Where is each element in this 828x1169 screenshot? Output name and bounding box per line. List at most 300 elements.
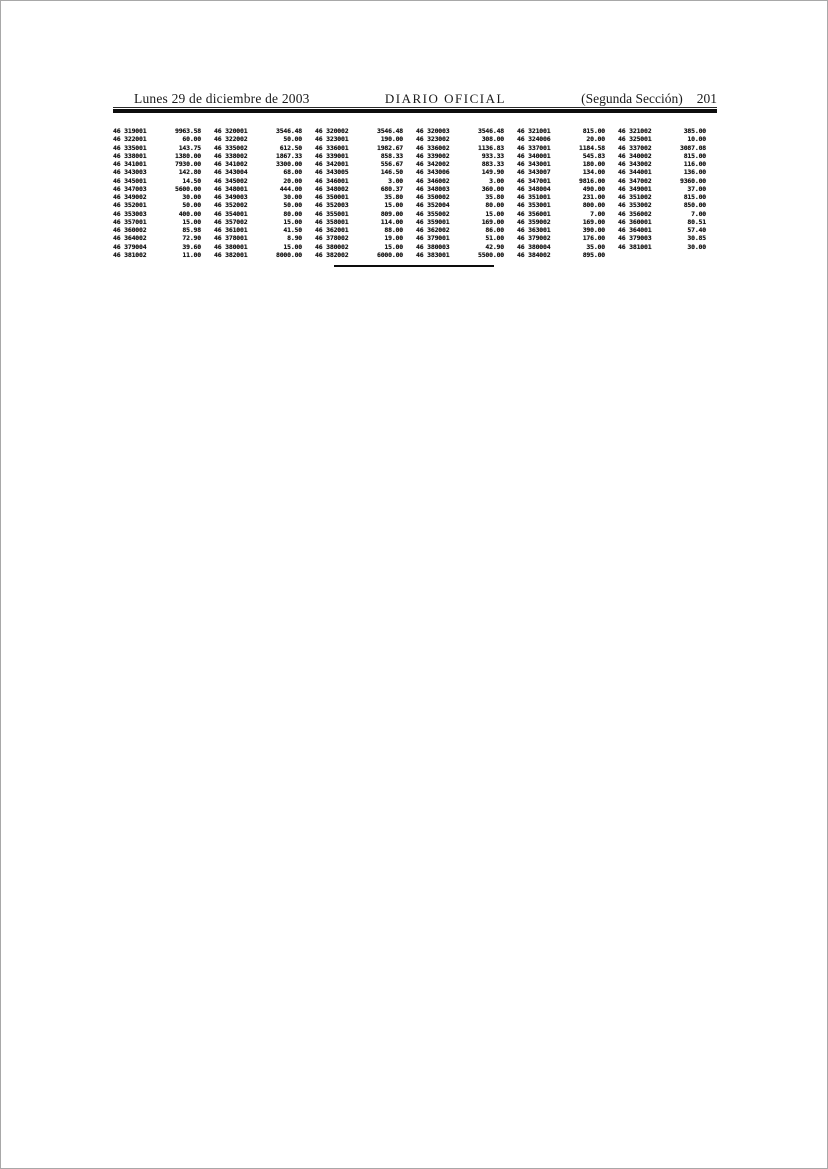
entry-code: 46 320002: [315, 127, 349, 136]
table-cell: [618, 193, 706, 201]
table-cell: [416, 234, 504, 242]
header-rule-thin: [113, 107, 717, 108]
entry-amount: 20.00: [586, 135, 605, 144]
table-cell: [315, 243, 403, 251]
entry-code: 46 362002: [416, 226, 450, 235]
table-cell: [214, 234, 302, 242]
table-cell: [214, 226, 302, 234]
entry-amount: 88.00: [384, 226, 403, 235]
table-row: [113, 243, 706, 251]
entry-code: 46 320001: [214, 127, 248, 136]
entry-amount: 8.90: [287, 234, 302, 243]
entry-amount: 815.00: [683, 193, 706, 202]
entry-amount: 3546.48: [377, 127, 403, 136]
table-cell: [113, 135, 201, 143]
table-cell: [416, 135, 504, 143]
table-cell: [214, 185, 302, 193]
entry-code: 46 320003: [416, 127, 450, 136]
table-cell: [618, 160, 706, 168]
entry-code: 46 349002: [113, 193, 147, 202]
entry-amount: 800.00: [582, 201, 605, 210]
header-title: DIARIO OFICIAL: [384, 91, 506, 106]
table-cell: [517, 234, 605, 242]
header-page-number: 201: [696, 91, 717, 106]
entry-amount: 149.90: [481, 168, 504, 177]
entry-amount: 50.00: [283, 201, 302, 210]
entry-amount: 136.00: [683, 168, 706, 177]
entry-code: 46 359002: [517, 217, 551, 226]
entry-code: 46 382001: [214, 250, 248, 259]
entry-amount: 143.75: [178, 143, 201, 152]
table-cell: [517, 168, 605, 176]
entry-code: 46 380003: [416, 242, 450, 251]
entry-amount: 116.00: [683, 160, 706, 169]
entry-amount: 15.00: [283, 242, 302, 251]
table-row: [113, 135, 706, 143]
entry-code: 46 364002: [113, 234, 147, 243]
entry-code: 46 321002: [618, 127, 652, 136]
table-row: [113, 201, 706, 209]
entry-code: 46 353003: [113, 209, 147, 218]
table-cell: [315, 210, 403, 218]
entry-amount: 815.00: [683, 151, 706, 160]
table-row: [113, 127, 706, 135]
table-cell: [416, 185, 504, 193]
entry-code: 46 343002: [618, 160, 652, 169]
entry-amount: 815.00: [582, 127, 605, 136]
table-cell: [315, 226, 403, 234]
entry-amount: 30.85: [687, 234, 706, 243]
entry-code: 46 323001: [315, 135, 349, 144]
table-cell: [113, 251, 201, 259]
table-cell: [315, 185, 403, 193]
entry-code: 46 380004: [517, 242, 551, 251]
entry-amount: 545.83: [582, 151, 605, 160]
table-cell: [214, 152, 302, 160]
entry-code: 46 321001: [517, 127, 551, 136]
entry-amount: 60.00: [182, 135, 201, 144]
entry-code: 46 378002: [315, 234, 349, 243]
entry-amount: 142.80: [178, 168, 201, 177]
entry-amount: 9963.58: [175, 127, 201, 136]
entry-code: 46 343005: [315, 168, 349, 177]
page-header: [113, 91, 717, 107]
entry-code: 46 351002: [618, 193, 652, 202]
entry-code: 46 348003: [416, 184, 450, 193]
table-cell: [113, 193, 201, 201]
entry-code: 46 350002: [416, 193, 450, 202]
entry-code: 46 349001: [618, 184, 652, 193]
table-cell: [416, 243, 504, 251]
entry-code: 46 380002: [315, 242, 349, 251]
entry-amount: 556.67: [380, 160, 403, 169]
entry-amount: 80.00: [283, 209, 302, 218]
entry-code: 46 325001: [618, 135, 652, 144]
entry-code: 46 343003: [113, 168, 147, 177]
entry-code: 46 360002: [113, 226, 147, 235]
entry-code: 46 362001: [315, 226, 349, 235]
table-cell: [618, 243, 706, 251]
entry-amount: 176.00: [582, 234, 605, 243]
entry-code: 46 356001: [517, 209, 551, 218]
table-cell: [618, 177, 706, 185]
table-cell: [416, 127, 504, 135]
table-cell: [618, 144, 706, 152]
entry-code: 46 335001: [113, 143, 147, 152]
table-cell: [416, 193, 504, 201]
table-cell: [517, 177, 605, 185]
header-rule-thick: [113, 109, 717, 113]
entry-amount: 1184.58: [579, 143, 605, 152]
entry-amount: 9816.00: [579, 176, 605, 185]
table-cell: [214, 210, 302, 218]
table-cell: [315, 135, 403, 143]
table-cell: [113, 218, 201, 226]
table-cell: [315, 193, 403, 201]
table-cell: [618, 135, 706, 143]
table-cell: [315, 127, 403, 135]
entry-code: 46 338001: [113, 151, 147, 160]
entry-amount: 444.00: [279, 184, 302, 193]
entry-code: 46 357002: [214, 217, 248, 226]
table-cell: [214, 218, 302, 226]
table-cell: [416, 168, 504, 176]
entry-code: 46 344001: [618, 168, 652, 177]
entry-code: 46 384002: [517, 250, 551, 259]
table-row: [113, 210, 706, 218]
table-cell: [214, 135, 302, 143]
entry-amount: 57.40: [687, 226, 706, 235]
entry-amount: 9360.00: [680, 176, 706, 185]
table-row: [113, 193, 706, 201]
entry-code: 46 336001: [315, 143, 349, 152]
entry-code: 46 355001: [315, 209, 349, 218]
table-cell: [214, 127, 302, 135]
entry-amount: 858.33: [380, 151, 403, 160]
entry-code: 46 323002: [416, 135, 450, 144]
entry-code: 46 381001: [618, 242, 652, 251]
table-cell: [517, 185, 605, 193]
table-cell: [113, 152, 201, 160]
entry-code: 46 339001: [315, 151, 349, 160]
entry-amount: 3546.48: [478, 127, 504, 136]
table-cell: [113, 201, 201, 209]
entry-amount: 72.90: [182, 234, 201, 243]
table-cell: [517, 135, 605, 143]
table-end-rule: [334, 265, 494, 267]
entry-amount: 385.00: [683, 127, 706, 136]
entry-amount: 15.00: [384, 242, 403, 251]
entry-code: 46 352004: [416, 201, 450, 210]
table-cell: [214, 144, 302, 152]
entry-code: 46 382002: [315, 250, 349, 259]
entry-code: 46 343007: [517, 168, 551, 177]
entry-code: 46 350001: [315, 193, 349, 202]
entry-amount: 80.51: [687, 217, 706, 226]
header-right: [581, 91, 717, 107]
codes-amounts-table: [113, 127, 706, 259]
entry-code: 46 348001: [214, 184, 248, 193]
entry-amount: 30.00: [687, 242, 706, 251]
entry-code: 46 346001: [315, 176, 349, 185]
table-cell: [416, 210, 504, 218]
table-cell: [618, 168, 706, 176]
table-cell: [315, 144, 403, 152]
entry-amount: 15.00: [384, 201, 403, 210]
table-row: [113, 234, 706, 242]
entry-amount: 169.00: [481, 217, 504, 226]
entry-code: 46 322001: [113, 135, 147, 144]
table-cell: [416, 152, 504, 160]
table-cell: [618, 210, 706, 218]
table-cell: [517, 218, 605, 226]
table-cell: [517, 193, 605, 201]
header-section: (Segunda Sección): [581, 91, 683, 106]
entry-amount: 680.37: [380, 184, 403, 193]
entry-amount: 809.00: [380, 209, 403, 218]
entry-amount: 1982.67: [377, 143, 403, 152]
entry-code: 46 352002: [214, 201, 248, 210]
entry-code: 46 338002: [214, 151, 248, 160]
table-cell: [618, 218, 706, 226]
table-cell: [113, 160, 201, 168]
header-date: Lunes 29 de diciembre de 2003: [134, 91, 310, 106]
entry-code: 46 345002: [214, 176, 248, 185]
table-cell: [618, 127, 706, 135]
table-cell: [214, 168, 302, 176]
entry-code: 46 352003: [315, 201, 349, 210]
entry-amount: 80.00: [485, 201, 504, 210]
entry-code: 46 345001: [113, 176, 147, 185]
table-row: [113, 251, 706, 259]
entry-code: 46 360001: [618, 217, 652, 226]
entry-amount: 1380.00: [175, 151, 201, 160]
entry-amount: 7.00: [590, 209, 605, 218]
table-cell: [214, 201, 302, 209]
table-cell: [214, 160, 302, 168]
table-cell: [416, 160, 504, 168]
table-cell: [618, 234, 706, 242]
table-cell: [416, 201, 504, 209]
entry-amount: 39.60: [182, 242, 201, 251]
entry-amount: 5600.00: [175, 184, 201, 193]
entry-code: 46 336002: [416, 143, 450, 152]
table-cell: [416, 144, 504, 152]
table-row: [113, 185, 706, 193]
entry-code: 46 364001: [618, 226, 652, 235]
entry-code: 46 383001: [416, 250, 450, 259]
table-cell: [416, 251, 504, 259]
table-cell: [113, 185, 201, 193]
entry-code: 46 379001: [416, 234, 450, 243]
entry-code: 46 355002: [416, 209, 450, 218]
entry-amount: 3.00: [388, 176, 403, 185]
entry-code: 46 363001: [517, 226, 551, 235]
entry-code: 46 335002: [214, 143, 248, 152]
table-row: [113, 152, 706, 160]
entry-code: 46 337001: [517, 143, 551, 152]
entry-code: 46 349003: [214, 193, 248, 202]
entry-amount: 5500.00: [478, 250, 504, 259]
entry-amount: 15.00: [283, 217, 302, 226]
table-cell: [315, 152, 403, 160]
entry-code: 46 347001: [517, 176, 551, 185]
entry-amount: 308.00: [481, 135, 504, 144]
table-cell: [517, 243, 605, 251]
entry-amount: 146.50: [380, 168, 403, 177]
entry-amount: 180.00: [582, 160, 605, 169]
entry-amount: 42.90: [485, 242, 504, 251]
table-cell: [214, 193, 302, 201]
entry-amount: 14.50: [182, 176, 201, 185]
entry-code: 46 337002: [618, 143, 652, 152]
table-cell: [113, 210, 201, 218]
entry-code: 46 347002: [618, 176, 652, 185]
entry-amount: 35.00: [586, 242, 605, 251]
entry-amount: 390.00: [582, 226, 605, 235]
entry-amount: 850.00: [683, 201, 706, 210]
entry-amount: 37.00: [687, 184, 706, 193]
entry-code: 46 343001: [517, 160, 551, 169]
entry-amount: 190.00: [380, 135, 403, 144]
entry-code: 46 351001: [517, 193, 551, 202]
entry-amount: 490.00: [582, 184, 605, 193]
table-cell: [315, 177, 403, 185]
entry-amount: 6000.00: [377, 250, 403, 259]
entry-amount: 134.00: [582, 168, 605, 177]
entry-amount: 7.00: [691, 209, 706, 218]
entry-code: 46 380001: [214, 242, 248, 251]
table-cell: [416, 177, 504, 185]
table-cell: [214, 243, 302, 251]
table-row: [113, 218, 706, 226]
table-cell: [113, 226, 201, 234]
table-cell: [618, 201, 706, 209]
entry-amount: 86.00: [485, 226, 504, 235]
entry-code: 46 342001: [315, 160, 349, 169]
entry-code: 46 358001: [315, 217, 349, 226]
entry-code: 46 379004: [113, 242, 147, 251]
entry-code: 46 341001: [113, 160, 147, 169]
entry-code: 46 340001: [517, 151, 551, 160]
table-row: [113, 168, 706, 176]
entry-code: 46 346002: [416, 176, 450, 185]
table-row: [113, 160, 706, 168]
table-cell: [315, 168, 403, 176]
table-cell: [214, 177, 302, 185]
entry-amount: 7930.00: [175, 160, 201, 169]
entry-amount: 3.00: [489, 176, 504, 185]
table-row: [113, 226, 706, 234]
table-cell: [113, 127, 201, 135]
table-cell: [517, 226, 605, 234]
table-cell: [113, 168, 201, 176]
entry-amount: 1136.83: [478, 143, 504, 152]
table-cell: [113, 234, 201, 242]
entry-code: 46 357001: [113, 217, 147, 226]
entry-code: 46 322002: [214, 135, 248, 144]
table-cell: [517, 127, 605, 135]
entry-amount: 169.00: [582, 217, 605, 226]
entry-code: 46 340002: [618, 151, 652, 160]
entry-code: 46 378001: [214, 234, 248, 243]
entry-code: 46 352001: [113, 201, 147, 210]
entry-amount: 933.33: [481, 151, 504, 160]
entry-amount: 35.80: [384, 193, 403, 202]
entry-amount: 30.00: [283, 193, 302, 202]
table-cell: [113, 177, 201, 185]
table-cell: [517, 160, 605, 168]
entry-amount: 612.50: [279, 143, 302, 152]
table-cell: [315, 251, 403, 259]
entry-amount: 11.00: [182, 250, 201, 259]
entry-amount: 10.00: [687, 135, 706, 144]
table-cell: [315, 218, 403, 226]
entry-amount: 360.00: [481, 184, 504, 193]
table-cell: [315, 234, 403, 242]
table-cell: [416, 218, 504, 226]
entry-code: 46 353001: [517, 201, 551, 210]
entry-amount: 20.00: [283, 176, 302, 185]
entry-code: 46 353002: [618, 201, 652, 210]
entry-amount: 41.50: [283, 226, 302, 235]
entry-amount: 3546.48: [276, 127, 302, 136]
table-cell: [113, 243, 201, 251]
entry-code: 46 347003: [113, 184, 147, 193]
table-cell: [618, 185, 706, 193]
table-cell: [315, 160, 403, 168]
entry-amount: 895.00: [582, 250, 605, 259]
entry-code: 46 348004: [517, 184, 551, 193]
entry-code: 46 379002: [517, 234, 551, 243]
table-cell: [517, 251, 605, 259]
entry-code: 46 324006: [517, 135, 551, 144]
entry-code: 46 341002: [214, 160, 248, 169]
table-cell: [113, 144, 201, 152]
entry-amount: 3300.00: [276, 160, 302, 169]
entry-amount: 35.80: [485, 193, 504, 202]
entry-code: 46 356002: [618, 209, 652, 218]
entry-amount: 1867.33: [276, 151, 302, 160]
entry-amount: 30.00: [182, 193, 201, 202]
table-cell: [618, 226, 706, 234]
entry-code: 46 342002: [416, 160, 450, 169]
entry-amount: 50.00: [182, 201, 201, 210]
entry-amount: 400.00: [178, 209, 201, 218]
entry-code: 46 343004: [214, 168, 248, 177]
entry-code: 46 379003: [618, 234, 652, 243]
entry-amount: 51.00: [485, 234, 504, 243]
table-cell: [517, 144, 605, 152]
table-cell: [618, 152, 706, 160]
entry-code: 46 381002: [113, 250, 147, 259]
entry-code: 46 343006: [416, 168, 450, 177]
table-cell: [517, 201, 605, 209]
entry-amount: 85.98: [182, 226, 201, 235]
table-cell: [517, 210, 605, 218]
entry-code: 46 339002: [416, 151, 450, 160]
table-cell: [214, 251, 302, 259]
entry-amount: 19.00: [384, 234, 403, 243]
entry-code: 46 359001: [416, 217, 450, 226]
entry-amount: 3087.08: [680, 143, 706, 152]
table-cell: [416, 226, 504, 234]
table-row: [113, 144, 706, 152]
entry-amount: 15.00: [182, 217, 201, 226]
entry-amount: 68.00: [283, 168, 302, 177]
entry-amount: 15.00: [485, 209, 504, 218]
entry-amount: 883.33: [481, 160, 504, 169]
